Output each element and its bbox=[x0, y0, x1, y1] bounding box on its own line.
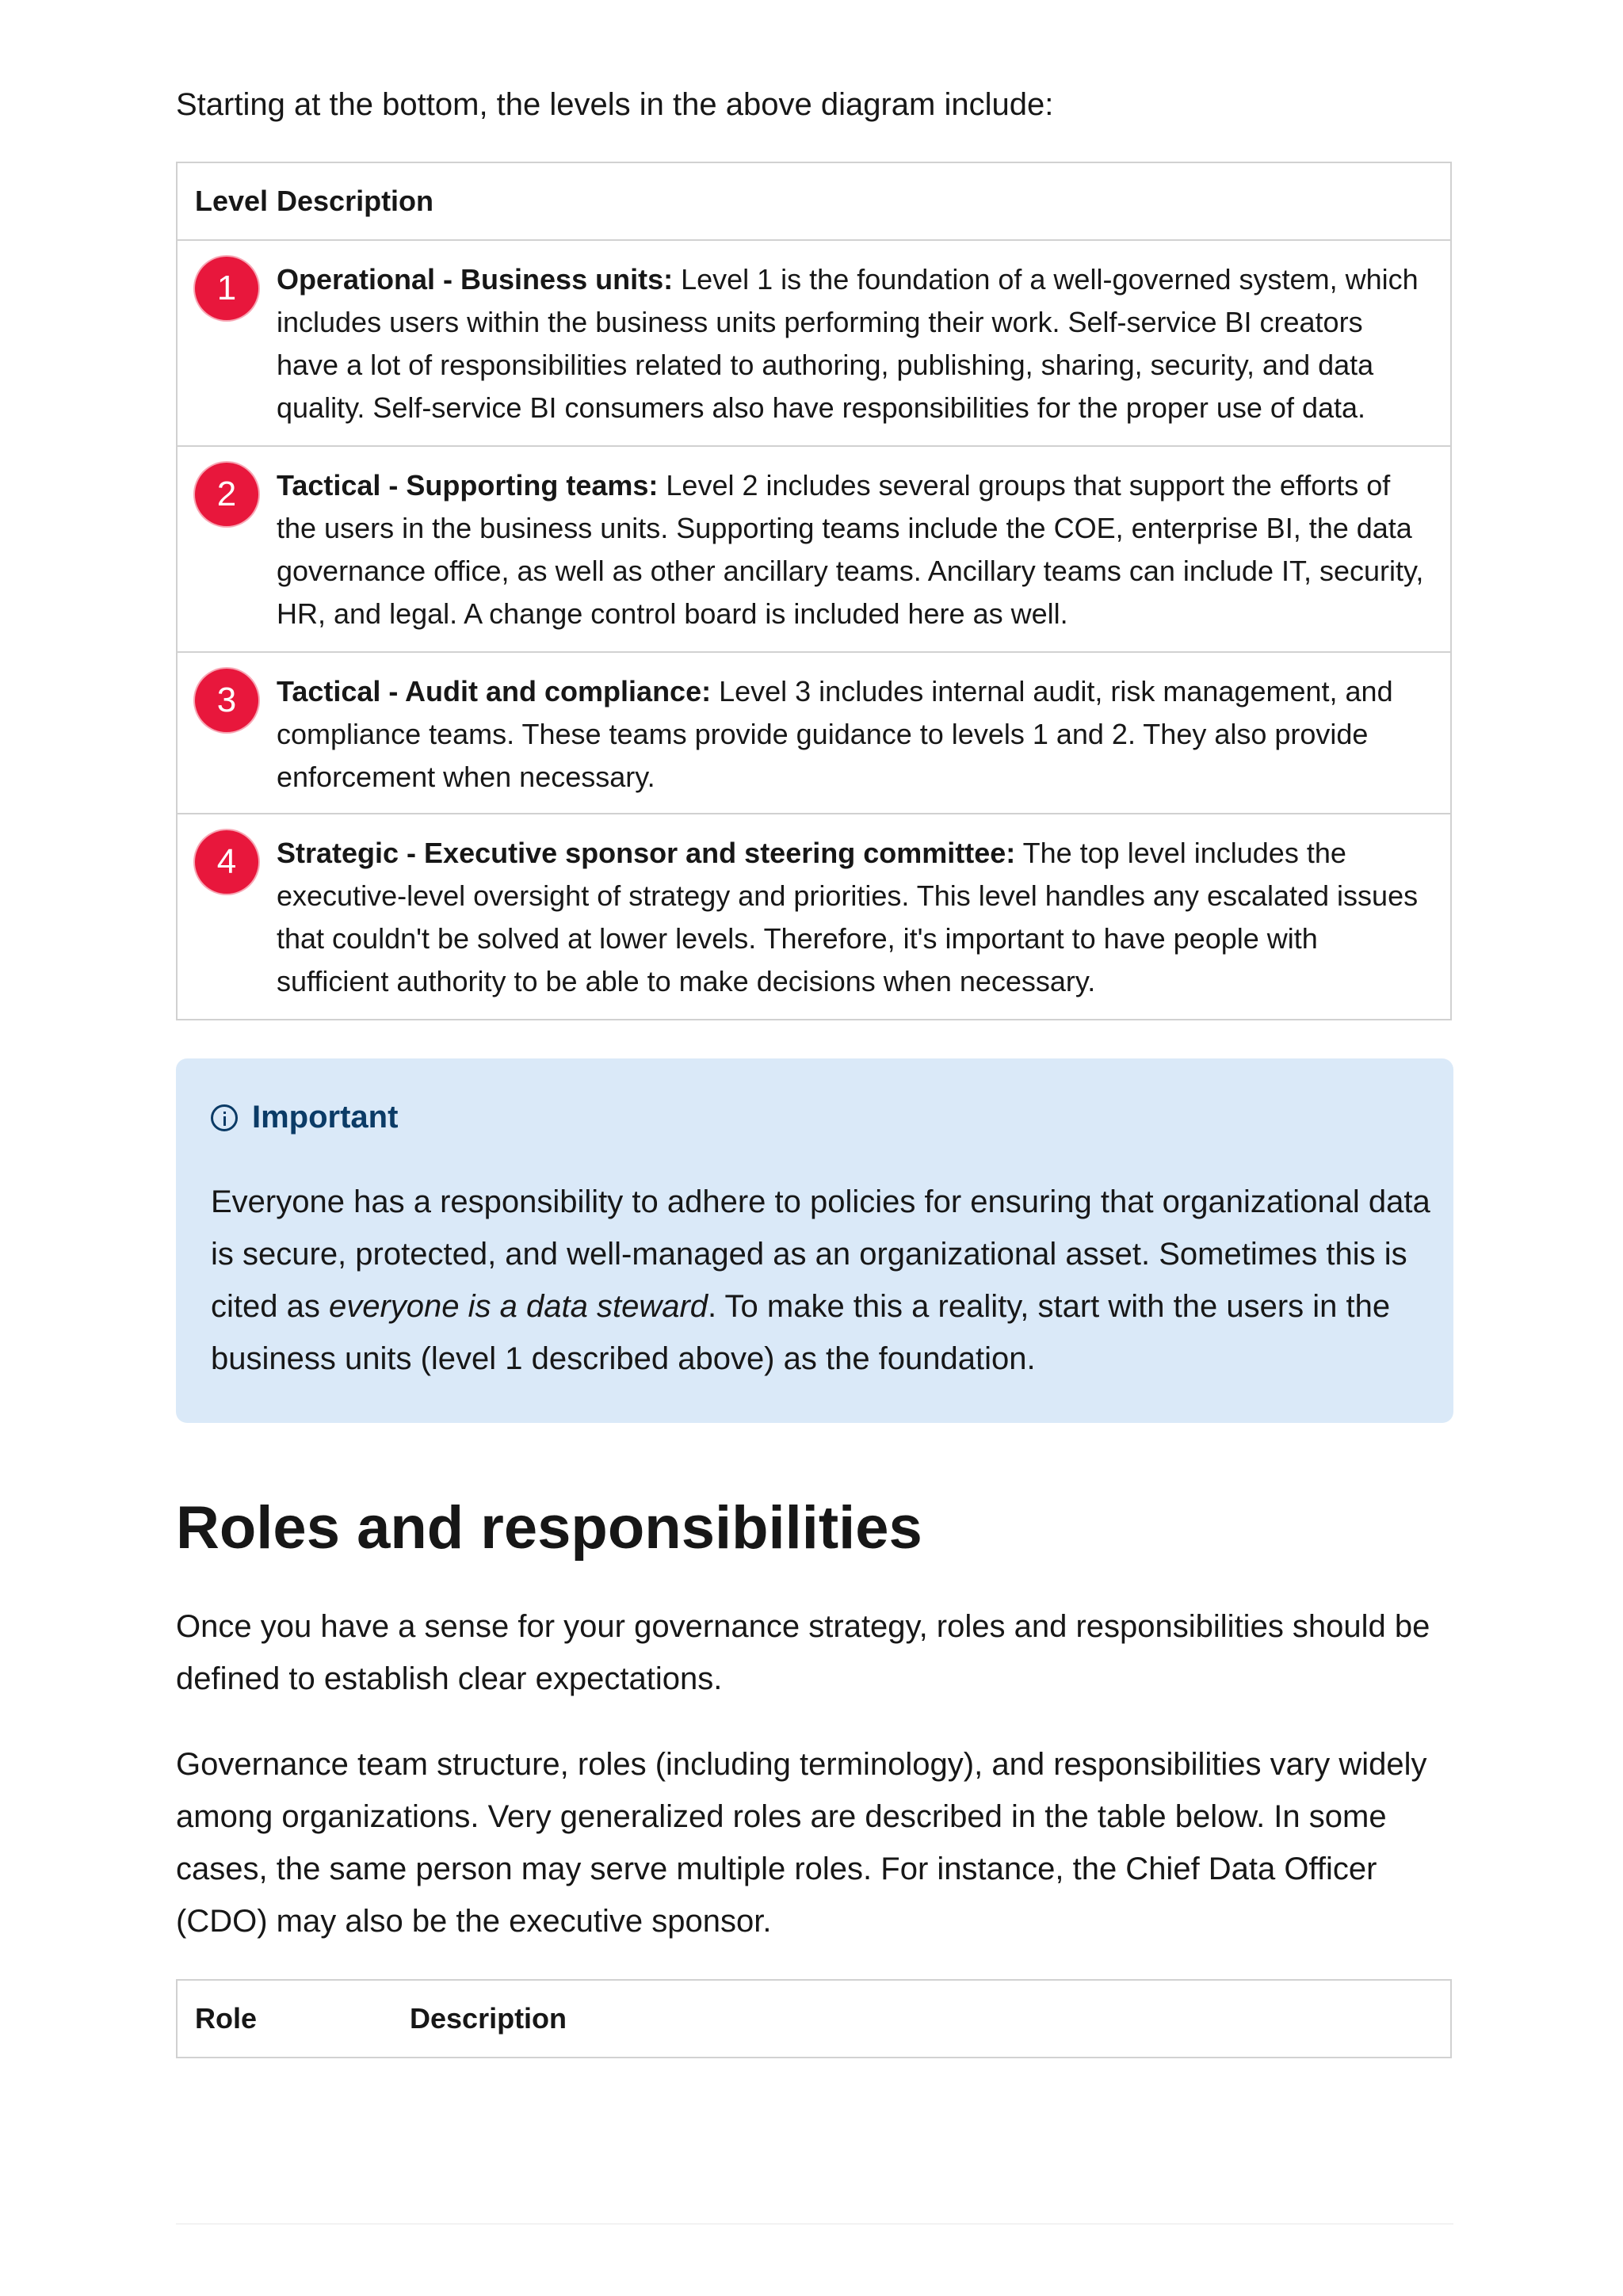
level-3-badge: 3 bbox=[195, 669, 258, 732]
info-icon bbox=[211, 1104, 238, 1131]
callout-text-before: Everyone has a responsibility to adhere to policies for ensuring that organizational data is secure, protected, and well-managed as an organizational asset. Sometimes this is cited as bbox=[211, 1184, 1430, 1324]
important-callout bbox=[176, 1058, 1453, 1423]
callout-emphasis: everyone is a data steward bbox=[328, 1289, 708, 1324]
intro-text: Starting at the bottom, the levels in the above diagram include: bbox=[176, 87, 1054, 122]
table-row bbox=[177, 240, 1451, 446]
section-heading: Roles and responsibilities bbox=[176, 1494, 922, 1562]
level-text: Level 2 includes several groups that support the efforts of the users in the business units. Supporting teams include the COE, enterprise BI, the data governance office, as well as other ancillary teams. Ancillary teams can include IT, security, HR, and legal. A change control board is included here as well. bbox=[277, 469, 1424, 630]
levels-table bbox=[176, 162, 1452, 1020]
callout-heading bbox=[211, 1100, 398, 1135]
level-description bbox=[277, 446, 1451, 652]
roles-table bbox=[176, 1979, 1452, 2058]
column-header-role: Role bbox=[195, 2002, 258, 2035]
table-row bbox=[177, 814, 1451, 1020]
level-title: Tactical - Supporting teams: bbox=[277, 469, 659, 502]
level-description bbox=[277, 240, 1451, 446]
level-text: Level 1 is the foundation of a well-governed system, which includes users within the business units performing their work. Self-service BI creators have a lot of responsibilities related to authoring, publishing, sharing, security, and data quality. Self-service BI consumers also have responsibilities for the proper use of data. bbox=[277, 263, 1419, 424]
level-title: Tactical - Audit and compliance: bbox=[277, 675, 712, 707]
level-title: Strategic - Executive sponsor and steering committee: bbox=[277, 837, 1016, 869]
section-paragraph-1: Once you have a sense for your governance strategy, roles and responsibilities should be defined to establish clear expectations. bbox=[176, 1609, 1430, 1696]
callout-title: Important bbox=[252, 1100, 399, 1135]
table-row bbox=[177, 446, 1451, 652]
level-1-badge: 1 bbox=[195, 257, 258, 320]
level-text: The top level includes the executive-level oversight of strategy and priorities. This level handles any escalated issues that couldn't be solved at lower levels. Therefore, it's important to have people with sufficient authority to be able to make decisions when necessary. bbox=[277, 837, 1419, 997]
column-header-description: Description bbox=[410, 2002, 567, 2035]
callout-body bbox=[211, 1176, 1431, 1385]
level-title: Operational - Business units: bbox=[277, 263, 674, 296]
level-description bbox=[277, 652, 1451, 814]
table-header-row bbox=[177, 1980, 1451, 2058]
level-2-badge: 2 bbox=[195, 463, 258, 526]
level-4-badge: 4 bbox=[195, 830, 258, 894]
callout-text-after: . To make this a reality, start with the users in the business units (level 1 described above) as the foundation. bbox=[211, 1289, 1391, 1376]
column-header-level: Level bbox=[177, 162, 277, 240]
column-header-description: Description bbox=[277, 162, 1451, 240]
table-row bbox=[177, 652, 1451, 814]
level-description bbox=[277, 814, 1451, 1020]
divider bbox=[176, 2223, 1453, 2225]
section-paragraph-2: Governance team structure, roles (including terminology), and responsibilities vary widely among organizations. Very generalized roles are described in the table below. In some cases, the same person may serve multiple roles. For instance, the Chief Data Officer (CDO) may also be the executive sponsor. bbox=[176, 1747, 1427, 1939]
table-header-row bbox=[177, 162, 1451, 240]
level-text: Level 3 includes internal audit, risk management, and compliance teams. These teams provide guidance to levels 1 and 2. They also provide enforcement when necessary. bbox=[277, 675, 1393, 793]
